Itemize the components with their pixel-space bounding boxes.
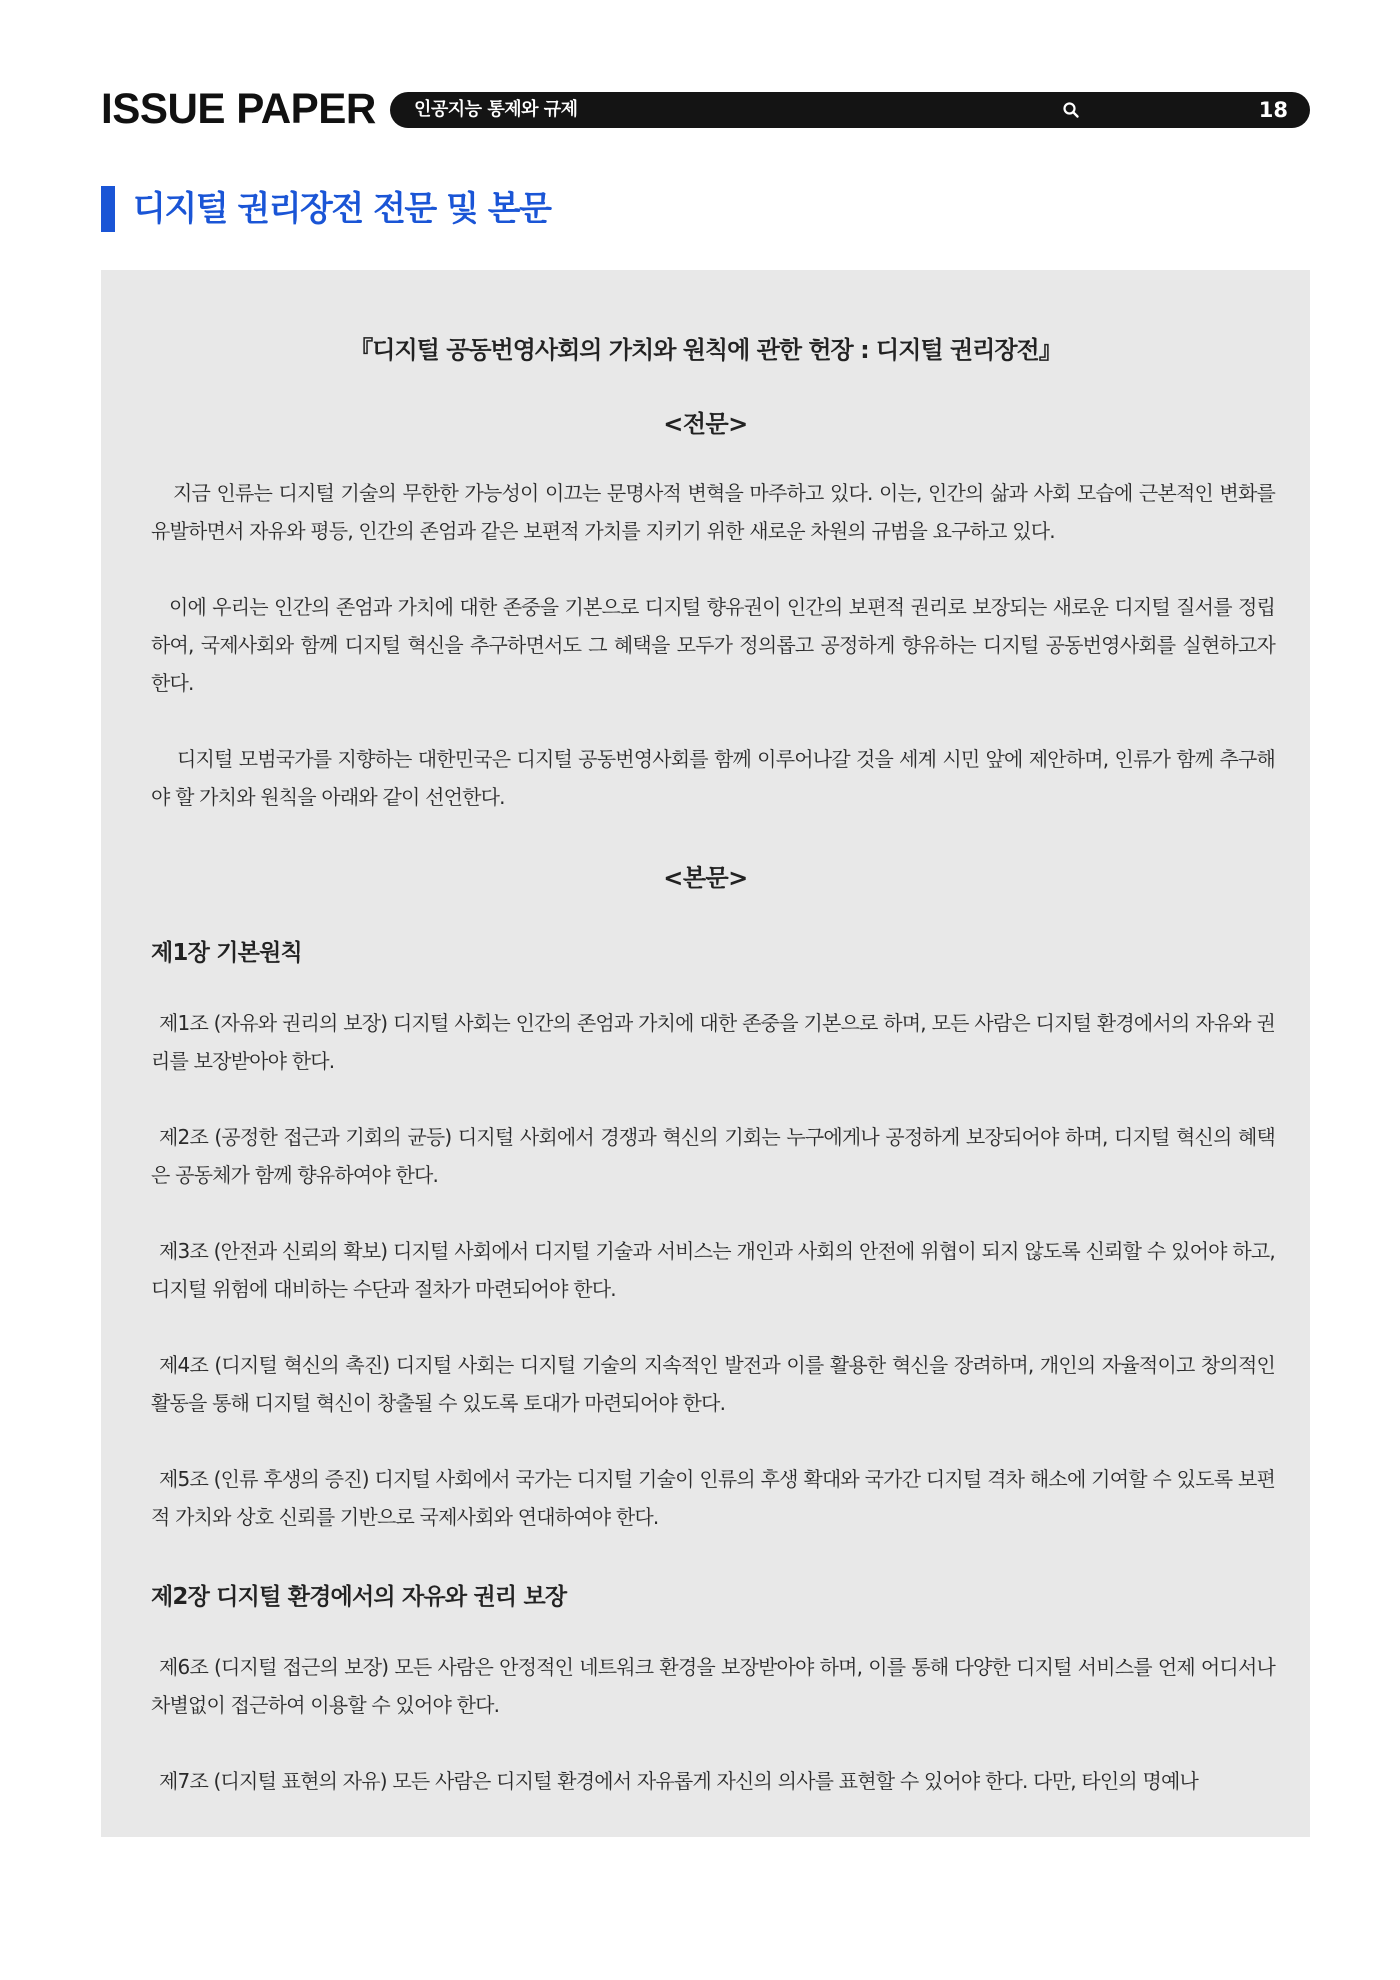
section-accent-bar — [101, 186, 115, 232]
preamble-heading: <전문> — [663, 410, 748, 438]
article-paragraph: 제5조 (인류 후생의 증진) 디지털 사회에서 국가는 디지털 기술이 인류의 후생 확대와 국가간 디지털 격차 해소에 기여할 수 있도록 보편적 가치와 상호 신뢰를 기반으로 국제사회와 연대하여야 한다. — [151, 1467, 1275, 1529]
article-paragraph: 제1조 (자유와 권리의 보장) 디지털 사회는 인간의 존엄과 가치에 대한 존중을 기본으로 하며, 모든 사람은 디지털 환경에서의 자유와 권리를 보장받아야 한다. — [151, 1011, 1275, 1073]
preamble-paragraph: 이에 우리는 인간의 존엄과 가치에 대한 존중을 기본으로 디지털 향유권이 인간의 보편적 권리로 보장되는 새로운 디지털 질서를 정립하여, 국제사회와 함께 디지털 혁신을 추구하면서도 그 혜택을 모두가 정의롭고 공정하게 향유하는 디지털 공동번영사회를 실현하고자 한다. — [151, 595, 1275, 695]
article-paragraph: 제6조 (디지털 접근의 보장) 모든 사람은 안정적인 네트워크 환경을 보장받아야 하며, 이를 통해 다양한 디지털 서비스를 언제 어디서나 차별없이 접근하여 이용할 수 있어야 한다. — [151, 1655, 1275, 1717]
topic-title: 인공지능 통제와 규제 — [414, 99, 578, 120]
brand-logo: ISSUE PAPER — [101, 85, 376, 133]
topic-bar — [390, 92, 1310, 128]
preamble-paragraph: 디지털 모범국가를 지향하는 대한민국은 디지털 공동번영사회를 함께 이루어나갈 것을 세계 시민 앞에 제안하며, 인류가 함께 추구해야 할 가치와 원칙을 아래와 같이 선언한다. — [151, 747, 1275, 809]
document-title: 『디지털 공동번영사회의 가치와 원칙에 관한 헌장 : 디지털 권리장전』 — [349, 336, 1062, 364]
header-bar — [101, 85, 1310, 133]
article-paragraph: 제2조 (공정한 접근과 기회의 균등) 디지털 사회에서 경쟁과 혁신의 기회는 누구에게나 공정하게 보장되어야 하며, 디지털 혁신의 혜택은 공동체가 함께 향유하여야 한다. — [151, 1125, 1275, 1187]
article-paragraph: 제7조 (디지털 표현의 자유) 모든 사람은 디지털 환경에서 자유롭게 자신의 의사를 표현할 수 있어야 한다. 다만, 타인의 명예나 — [159, 1769, 1199, 1793]
chapter-title: 제1장 기본원칙 — [151, 940, 302, 966]
body-heading: <본문> — [663, 864, 748, 892]
search-icon[interactable] — [1062, 101, 1080, 119]
preamble-paragraph: 지금 인류는 디지털 기술의 무한한 가능성이 이끄는 문명사적 변혁을 마주하고 있다. 이는, 인간의 삶과 사회 모습에 근본적인 변화를 유발하면서 자유와 평등, 인간의 존엄과 같은 보편적 가치를 지키기 위한 새로운 차원의 규범을 요구하고 있다. — [151, 481, 1275, 543]
article-paragraph: 제3조 (안전과 신뢰의 확보) 디지털 사회에서 디지털 기술과 서비스는 개인과 사회의 안전에 위협이 되지 않도록 신뢰할 수 있어야 하고, 디지털 위험에 대비하는 수단과 절차가 마련되어야 한다. — [151, 1239, 1275, 1301]
article-paragraph: 제4조 (디지털 혁신의 촉진) 디지털 사회는 디지털 기술의 지속적인 발전과 이를 활용한 혁신을 장려하며, 개인의 자율적이고 창의적인 활동을 통해 디지털 혁신이 창출될 수 있도록 토대가 마련되어야 한다. — [151, 1353, 1275, 1415]
page-number: 18 — [1258, 98, 1288, 122]
document-box — [101, 270, 1310, 1837]
chapter-title: 제2장 디지털 환경에서의 자유와 권리 보장 — [151, 1584, 567, 1610]
section-title: 디지털 권리장전 전문 및 본문 — [133, 189, 551, 229]
